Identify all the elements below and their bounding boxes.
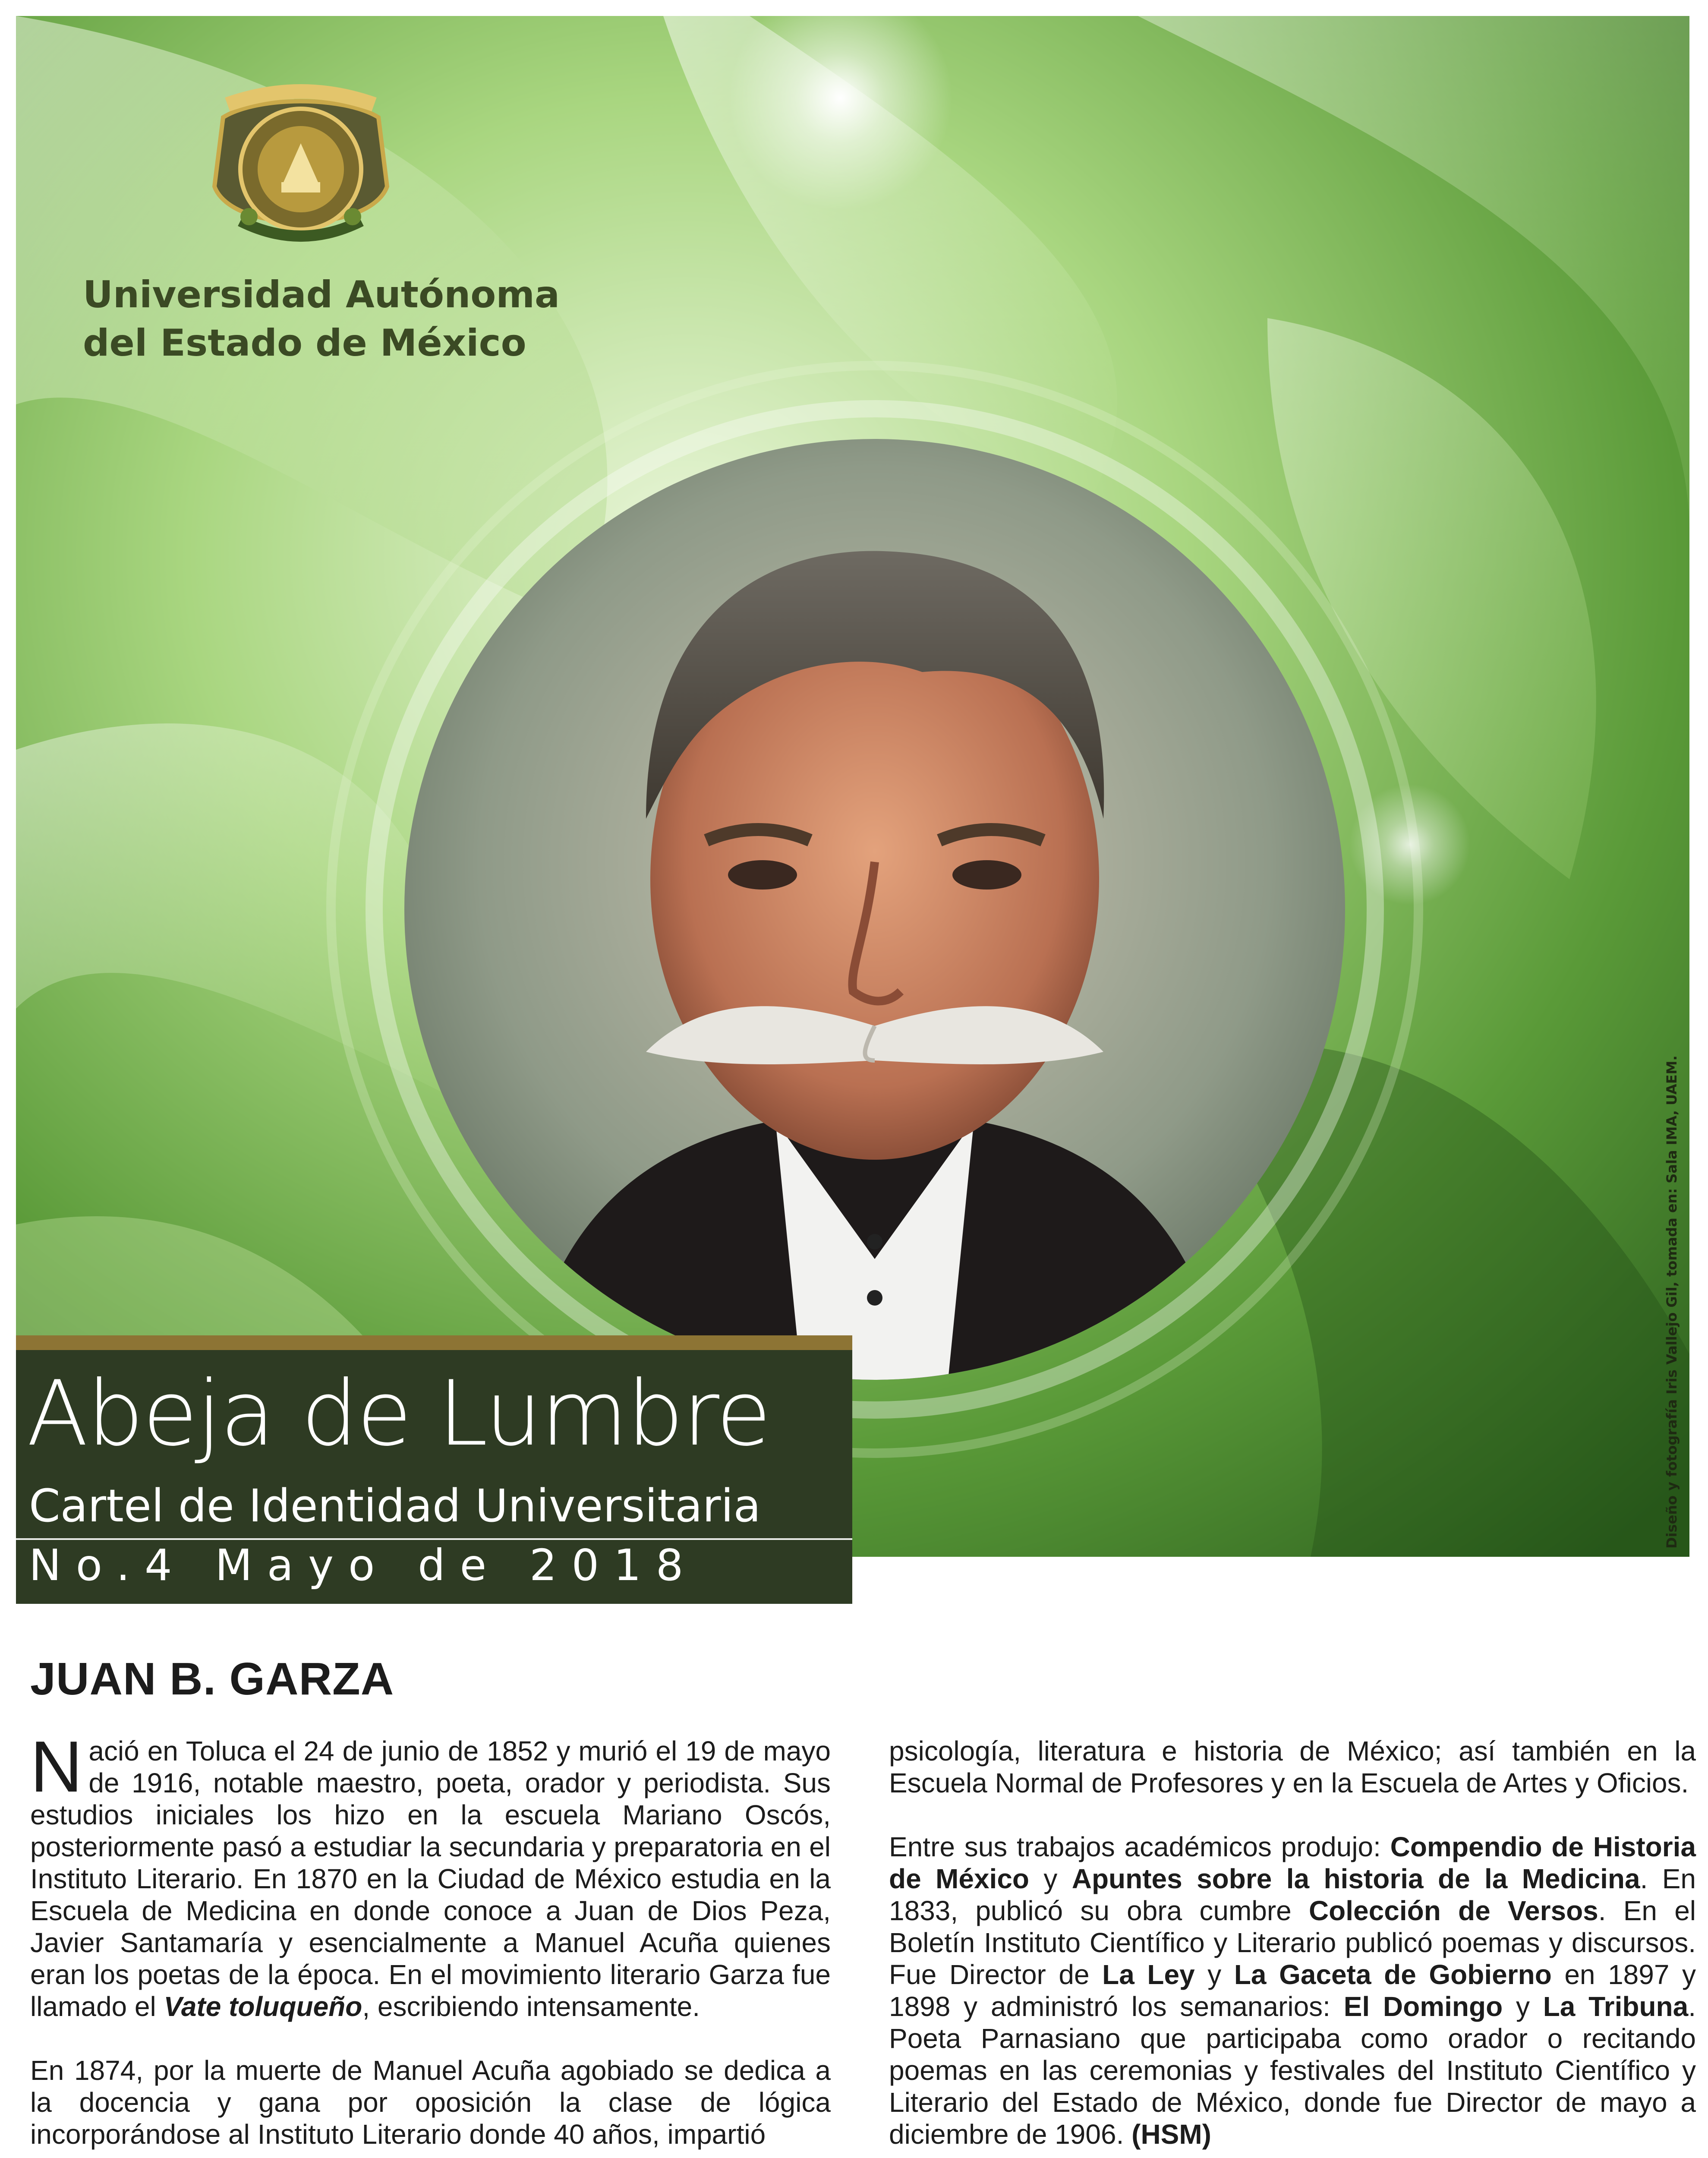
title-accent-bar (16, 1335, 852, 1350)
article-paragraph: Entre sus trabajos académicos produjo: Compendio de Historia de México y Apuntes sobre la historia de la Medicina. En 1833, publicó su obra cumbre Colección de Versos. En el Boletín Instituto Científico y Literario publicó poemas y discursos. Fue Director de La Ley y La Gaceta de Gobierno en 1897 y 1898 y administró los semanarios: El Domingo y La Tribuna. Poeta Parnasiano que participaba como orador o recitando poemas en las ceremonias y festivales del Instituto Científico y Literario del Estado de México, donde fue Director de mayo a diciembre de 1906. (HSM) (889, 1831, 1696, 2150)
university-name-line1: Universidad Autónoma (83, 273, 560, 316)
article-column-2 (889, 1735, 1696, 2158)
photo-credit: Diseño y fotografía Iris Vallejo Gil, tomada en: Sala IMA, UAEM. (1664, 1055, 1680, 1549)
publication-title: El Domingo (1343, 1991, 1503, 2022)
title-box (16, 1350, 852, 1604)
drop-cap: N (30, 1726, 83, 1807)
article-paragraph: psicología, literatura e historia de México; así también en la Escuela Normal de Profesores y en la Escuela de Artes y Oficios. (889, 1735, 1696, 1798)
author-signature: (HSM) (1131, 2119, 1211, 2150)
publication-title: La Tribuna (1543, 1991, 1689, 2022)
university-name (83, 271, 558, 367)
poster-title: Abeja de Lumbre (27, 1362, 770, 1466)
publication-title: La Gaceta de Gobierno (1234, 1959, 1552, 1990)
university-name-line2: del Estado de México (83, 322, 526, 365)
publication-title: La Ley (1102, 1959, 1195, 1990)
poster-subtitle: Cartel de Identidad Universitaria (29, 1480, 761, 1532)
hero-banner (16, 16, 1689, 1557)
article-column-1 (30, 1726, 831, 2158)
work-title: Colección de Versos (1308, 1895, 1598, 1926)
portrait-juan-b-garza (404, 439, 1345, 1380)
subject-name: JUAN B. GARZA (30, 1653, 394, 1704)
work-title: Compendio de Historia de México (889, 1831, 1696, 1894)
work-title: Apuntes sobre la historia de la Medicina (1071, 1863, 1640, 1894)
nickname: Vate toluqueño (164, 1991, 362, 2022)
issue-number: No.4 Mayo de 2018 (29, 1540, 698, 1590)
title-block (16, 1335, 852, 1604)
university-seal (197, 79, 404, 260)
article-paragraph: Nació en Toluca el 24 de junio de 1852 y murió el 19 de mayo de 1916, notable maestro, poeta, orador y periodista. Sus estudios iniciales los hizo en la escuela Mariano Oscós, posteriormente pasó a estudiar la secundaria y preparatoria en el Instituto Literario. En 1870 en la Ciudad de México estudia en la Escuela de Medicina en donde conoce a Juan de Dios Peza, Javier Santamaría y esencialmente a Manuel Acuña quienes eran los poetas de la época. En el movimiento literario Garza fue llamado el Vate toluqueño, escribiendo intensamente. (30, 1726, 831, 2022)
article-paragraph: En 1874, por la muerte de Manuel Acuña agobiado se dedica a la docencia y gana por oposición la clase de lógica incorporándose al Instituto Literario donde 40 años, impartió (30, 2055, 831, 2150)
